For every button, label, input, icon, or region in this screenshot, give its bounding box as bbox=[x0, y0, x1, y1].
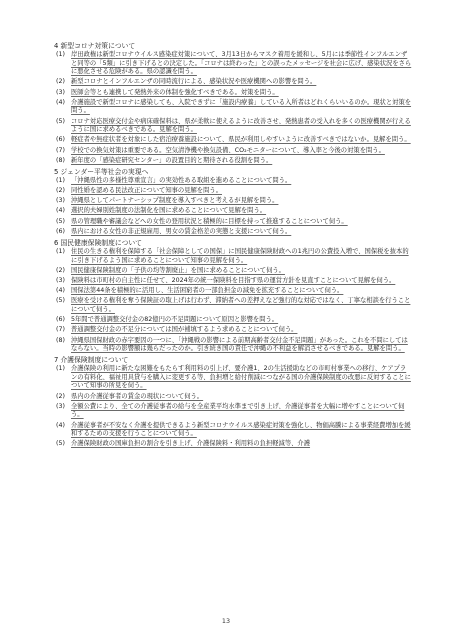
list-item bbox=[54, 99, 412, 116]
item-text: 全額公費により、全ての介護従事者の給与を全産業平均水準まで引き上げ、介護従事者を大幅に増やすことについて伺う。 bbox=[71, 402, 405, 419]
item-text: 沖縄県としてパートナーシップ制度を導入すべきと考えるが見解を問う。 bbox=[71, 197, 279, 205]
item-text: 保険料は市町村の自主性に任せて、2024年の統一保険料を目指す県の運営方針を見直すことについて見解を伺う。 bbox=[71, 276, 396, 284]
item-text: 岸田政権は新型コロナウイルス感染症対策について、3月13日からマスク着用を緩和し、5月には季節性インフルエンザと同等の「5類」に引き下げるとの決定した。「コロナは終わった」との誤ったメッセージを社会に広げ、感染状況をさらに悪化させる危険がある。県の認識を問う。 bbox=[71, 51, 412, 76]
list-item bbox=[54, 403, 412, 420]
section-heading: 4 新型コロナ対策について bbox=[54, 42, 136, 50]
item-number: (4) bbox=[56, 287, 65, 295]
item-number: (5) bbox=[56, 297, 65, 305]
item-number: (8) bbox=[56, 336, 65, 344]
list-item bbox=[54, 326, 412, 335]
item-text: 介護保険の利用に新たな困難をもたらす利用料の引上げ、要介護1、2の生活援助などの市町村事業への移行、ケアプランの有料化、福祉用具貸与を購入に変更する等、負担増と給付削減につながる国の介護保険制度の改悪に反対することについて知事の所見を伺う。 bbox=[71, 365, 411, 390]
item-text: 県内の介護従事者の賃金の現状について伺う。 bbox=[71, 392, 204, 400]
item-number: (1) bbox=[56, 51, 65, 58]
list-item bbox=[54, 267, 412, 276]
list-item bbox=[54, 365, 412, 391]
section-heading: 6 国民健康保険制度について bbox=[54, 239, 142, 247]
list-item bbox=[54, 197, 412, 206]
list-item bbox=[54, 177, 412, 186]
item-number: (7) bbox=[56, 326, 65, 334]
item-number: (7) bbox=[56, 146, 65, 154]
list-item bbox=[54, 218, 412, 227]
section-heading: 5 ジェンダー平等社会の実現へ bbox=[54, 167, 149, 176]
item-number: (6) bbox=[56, 316, 65, 324]
section bbox=[54, 41, 412, 165]
item-text: 国民健康保険制度の「子供の均等割廃止」を国に求めることについて伺う。 bbox=[71, 266, 285, 274]
item-number: (2) bbox=[56, 187, 65, 195]
item-text: 学校での換気対策は重要である。空気清浄機や換気設備、CO₂モニターについて、導入率と今後の対策を問う。 bbox=[71, 146, 385, 154]
item-number: (2) bbox=[56, 266, 65, 274]
list-item bbox=[54, 51, 412, 77]
item-text: 介護従事者が不安なく介護を提供できるよう新型コロナウイルス感染症対策を強化し、物価高騰による事業経費増加を緩和するための支援を行うことについて伺う。 bbox=[71, 421, 411, 438]
item-number: (5) bbox=[56, 217, 65, 225]
item-number: (5) bbox=[56, 117, 65, 125]
item-text: 同性婚を認める民法改正について知事の見解を問う。 bbox=[71, 187, 222, 195]
list-item bbox=[54, 422, 412, 439]
list-item bbox=[54, 393, 412, 402]
item-number: (1) bbox=[56, 176, 65, 184]
item-number: (1) bbox=[56, 248, 65, 255]
item-text: 普通調整交付金の不足分については国が補填するよう求めることについて伺う。 bbox=[71, 326, 298, 334]
item-number: (3) bbox=[56, 197, 65, 205]
list-item bbox=[54, 297, 412, 314]
item-text: 県内における女性の非正規雇用、男女の賃金格差の実態と支援について伺う。 bbox=[71, 227, 292, 235]
item-text: 新年度の「感染症研究センター」の設置目的と期待される役割を問う。 bbox=[71, 156, 273, 164]
list-item bbox=[54, 157, 412, 166]
list-item bbox=[54, 440, 412, 449]
item-number: (4) bbox=[56, 421, 65, 429]
item-number: (4) bbox=[56, 207, 65, 215]
list-item bbox=[54, 147, 412, 156]
list-item bbox=[54, 118, 412, 135]
list-item bbox=[54, 89, 412, 98]
list-item bbox=[54, 228, 412, 237]
item-number: (3) bbox=[56, 88, 65, 96]
list-item bbox=[54, 78, 412, 87]
item-number: (2) bbox=[56, 78, 65, 86]
item-text: 選択的夫婦別姓制度の法制化を国に求めることについて見解を問う。 bbox=[71, 207, 267, 215]
item-text: 沖縄県国保財政の赤字要因の一つに、「沖縄戦の影響による前期高齢者交付金不足問題」があった。これを不問にしてはならない。当時の影響額は幾らだったのか。引き続き国の責任で沖縄の不利益を解消させるべきである。見解を問う。 bbox=[71, 336, 408, 353]
item-text: 5年間で普通調整交付金の82億円の不足問題について原因と影響を問う。 bbox=[71, 316, 279, 324]
document-body bbox=[54, 40, 412, 451]
item-text: 「沖縄県性の多様性尊重宣言」の実効性ある取組を進めることについて問う。 bbox=[71, 176, 292, 184]
item-text: 新型コロナとインフルエンザの同時流行による、感染状況や医療機関への影響を問う。 bbox=[71, 78, 317, 86]
item-text: 医師会等とも連携して発熱外来の体制を強化すべきである。対策を問う。 bbox=[71, 88, 279, 96]
item-number: (4) bbox=[56, 98, 65, 106]
item-text: 医療を受ける権利を奪う保険証の取上げは行わず、滞納者への差押えなど強行的な対応ではなく、丁寧な相談を行うことについて伺う。 bbox=[71, 297, 411, 313]
list-item bbox=[54, 187, 412, 196]
item-text: コロナ対応医療交付金や病床確保料は、県が柔軟に使えるように改善させ、発熱患者の受入れを多くの医療機関が行えるように国に求めるべきである。見解を問う。 bbox=[71, 117, 411, 134]
section bbox=[54, 167, 412, 237]
item-text: 県の管理職や審議会などへの女性の登用状況と積極的に目標を持って推進することについて伺う。 bbox=[71, 217, 348, 225]
list-item bbox=[54, 337, 412, 354]
item-text: 介護施設で新型コロナに感染しても、入院できずに「施設内療養」している入所者はどれくらいいるのか。現状と対策を問う。 bbox=[71, 98, 412, 115]
list-item bbox=[54, 136, 412, 145]
item-number: (6) bbox=[56, 227, 65, 235]
item-text: 住民の生きる権利を保障する「社会保障としての国保」に国民健康保険財政への1兆円の公費投入増で、国保税を抜本的に引き下げるよう国に求めることについて知事の見解を伺う。 bbox=[71, 248, 409, 264]
list-item bbox=[54, 248, 412, 265]
list-item bbox=[54, 207, 412, 216]
item-number: (6) bbox=[56, 136, 65, 144]
item-number: (2) bbox=[56, 392, 65, 400]
list-item bbox=[54, 316, 412, 325]
section-heading: 7 介護保険制度について bbox=[54, 356, 129, 365]
item-text: 軽症者や無症状者を対象にした宿泊療養施設について、県民が利用しやすいように改善すべきではないか。見解を問う。 bbox=[71, 136, 411, 144]
section bbox=[54, 355, 412, 449]
section bbox=[54, 238, 412, 354]
item-number: (3) bbox=[56, 402, 65, 410]
item-number: (3) bbox=[56, 276, 65, 284]
list-item bbox=[54, 277, 412, 286]
item-number: (8) bbox=[56, 156, 65, 164]
item-number: (5) bbox=[56, 440, 65, 448]
page-number: 13 bbox=[221, 617, 231, 625]
item-text: 国保法第44条を積極的に活用し、生活困窮者の一部負担金の減免を拡充することについて伺う。 bbox=[71, 287, 344, 295]
item-number: (1) bbox=[56, 365, 65, 373]
item-text: 介護保険財政の国庫負担の割合を引き上げ、介護保険料・利用料の負担軽減等、介護 bbox=[71, 440, 311, 448]
list-item bbox=[54, 287, 412, 296]
